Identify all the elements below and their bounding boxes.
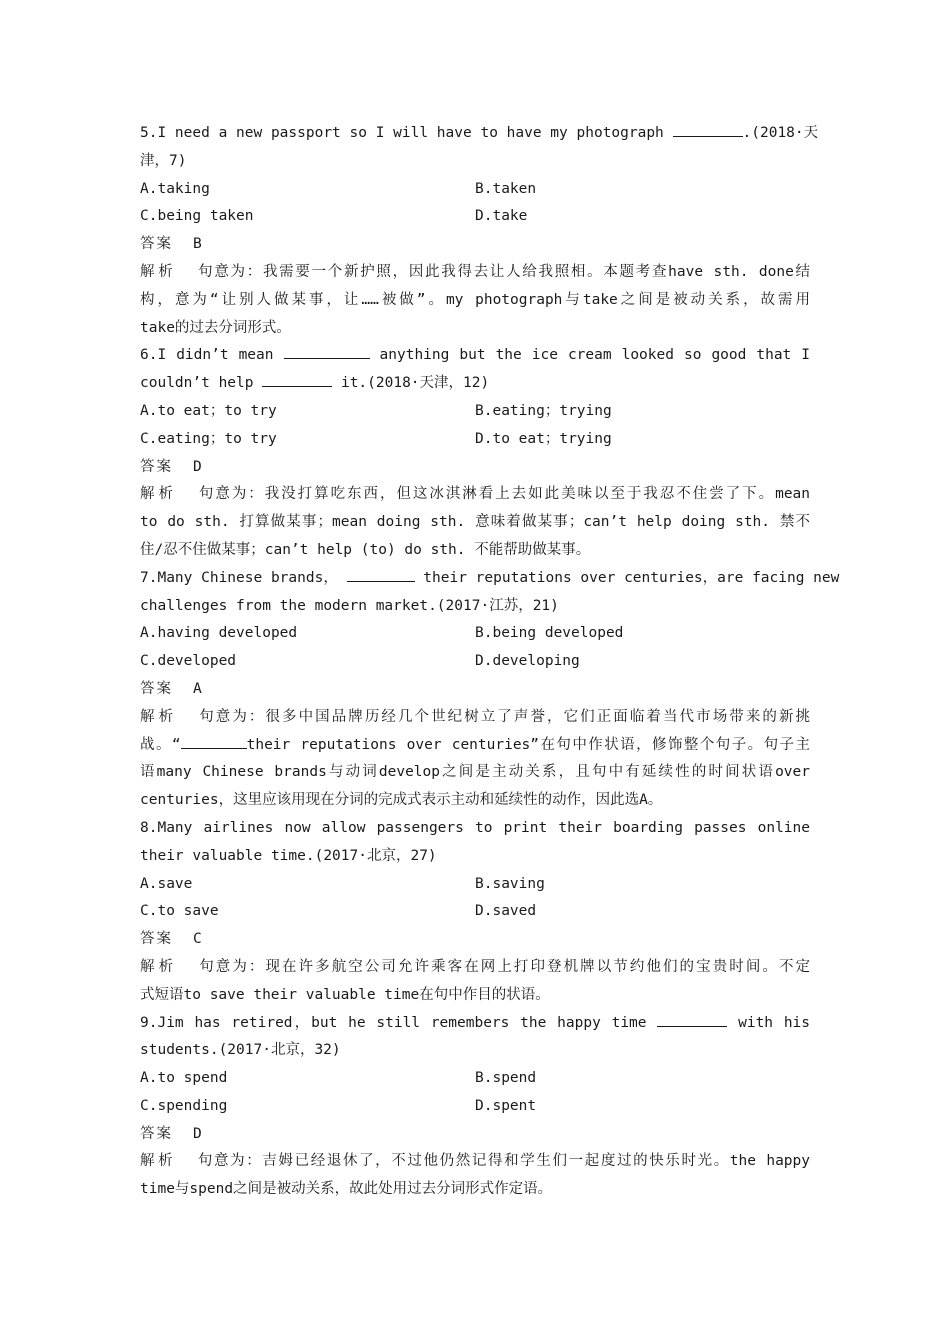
option-a: A.to eat；to try xyxy=(140,402,277,419)
answer-label: 答案 xyxy=(140,680,173,697)
question-8-analysis-line-2: 式短语to save their valuable time在句中作目的状语。 xyxy=(140,986,550,1003)
question-5-answer xyxy=(140,231,810,259)
question-8-stem-line-1: 8.Many airlines now allow passengers to print their boarding passes online xyxy=(140,819,810,836)
question-9-options xyxy=(140,1065,810,1093)
option-a: A.taking xyxy=(140,180,210,197)
question-5-analysis-line-1 xyxy=(140,259,810,287)
question-7-stem-line-1 xyxy=(140,565,840,593)
question-6-options-row-2 xyxy=(140,426,810,454)
analysis-text: 句意为：我需要一个新护照，因此我得去让人给我照相。本题考查have sth. done结 xyxy=(196,263,811,280)
question-list xyxy=(140,120,840,1204)
question-9-answer xyxy=(140,1121,810,1149)
question-7-stem-text: 7.Many Chinese brands， xyxy=(140,569,338,586)
question-5-source: .(2018·天 xyxy=(742,125,819,141)
answer-blank xyxy=(673,122,743,137)
question-6-options xyxy=(140,398,810,426)
question-5-analysis-line-3: take的过去分词形式。 xyxy=(140,319,291,336)
question-7-analysis-line-1 xyxy=(140,704,810,732)
analysis-label: 解析 xyxy=(140,263,177,280)
answer-label: 答案 xyxy=(140,1125,173,1142)
question-7-analysis-line-4: centuries，这里应该用现在分词的完成式表示主动和延续性的动作，因此选A。 xyxy=(140,792,663,809)
analysis-label: 解析 xyxy=(140,958,178,975)
option-c: C.eating；to try xyxy=(140,430,277,447)
option-b: B.spend xyxy=(475,1070,537,1087)
question-7-stem-text-cont: their reputations over centuries，are facing new xyxy=(423,569,840,586)
question-8-options xyxy=(140,871,810,899)
answer-label: 答案 xyxy=(140,931,173,948)
question-9-stem-line-1 xyxy=(140,1010,810,1038)
question-6-stem-line-2 xyxy=(140,370,810,398)
question-6-stem-text: 6.I didn’t mean xyxy=(140,347,274,364)
answer-label: 答案 xyxy=(140,458,173,475)
question-6-stem-text-2: couldn’t help xyxy=(140,375,254,392)
question-5-options xyxy=(140,176,810,204)
answer-blank xyxy=(284,344,370,359)
option-d: D.saved xyxy=(475,903,537,920)
question-9-stem-text: 9.Jim has retired，but he still remembers the happy time xyxy=(140,1014,647,1031)
question-9-stem-text-cont: with his xyxy=(738,1014,811,1031)
option-b: B.saving xyxy=(475,875,545,892)
question-7-options xyxy=(140,620,810,648)
option-d: D.to eat；trying xyxy=(475,430,612,447)
question-9-options-row-2 xyxy=(140,1093,810,1121)
analysis-text: 句意为：吉姆已经退休了，不过他仍然记得和学生们一起度过的快乐时光。the happy xyxy=(196,1153,810,1170)
question-6-stem-text-cont: anything but the ice cream looked so good that I xyxy=(379,347,811,364)
question-6-analysis-line-2: to do sth. 打算做某事；mean doing sth. 意味着做某事；can’t help doing sth. 禁不 xyxy=(140,514,810,531)
option-d: D.spent xyxy=(475,1097,537,1114)
answer-label: 答案 xyxy=(140,236,173,253)
question-7-stem-line-2: challenges from the modern market.(2017·江苏，21) xyxy=(140,597,559,614)
question-8-answer xyxy=(140,926,810,954)
option-c: C.spending xyxy=(140,1097,228,1114)
question-6-answer xyxy=(140,454,810,482)
analysis-text: 战。“ xyxy=(140,736,181,753)
analysis-label: 解析 xyxy=(140,1153,177,1170)
option-d: D.take xyxy=(475,208,528,225)
option-a: A.to spend xyxy=(140,1070,228,1087)
question-8-options-row-2 xyxy=(140,898,810,926)
answer-value: D xyxy=(193,458,202,475)
option-b: B.being developed xyxy=(475,625,624,642)
option-c: C.to save xyxy=(140,903,219,920)
question-6-stem-line-1 xyxy=(140,342,810,370)
answer-value: A xyxy=(193,680,202,697)
question-7-options-row-2 xyxy=(140,648,810,676)
answer-blank xyxy=(262,372,332,387)
answer-blank xyxy=(657,1012,727,1027)
option-a: A.having developed xyxy=(140,625,298,642)
analysis-text: 句意为：现在许多航空公司允许乘客在网上打印登机牌以节约他们的宝贵时间。不定 xyxy=(197,958,811,975)
question-9-analysis-line-2: time与spend之间是被动关系，故此处用过去分词形式作定语。 xyxy=(140,1181,553,1198)
option-d: D.developing xyxy=(475,653,580,670)
answer-value: B xyxy=(193,236,202,253)
question-5-stem-text: 5.I need a new passport so I will have to have my photograph xyxy=(140,125,664,141)
question-9-stem-line-2: students.(2017·北京，32) xyxy=(140,1042,341,1059)
answer-value: C xyxy=(193,931,202,948)
analysis-label: 解析 xyxy=(140,486,177,503)
question-5-analysis-line-2: 构，意为“让别人做某事，让……被做”。my photograph与take之间是被动关系，故需用 xyxy=(140,291,810,308)
question-8-analysis-line-1 xyxy=(140,954,810,982)
option-b: B.eating；trying xyxy=(475,402,612,419)
answer-value: D xyxy=(193,1125,202,1142)
option-b: B.taken xyxy=(475,180,537,197)
answer-blank xyxy=(181,734,247,749)
question-6-analysis-line-3: 住/忍不住做某事；can’t help (to) do sth. 不能帮助做某事。 xyxy=(140,541,591,558)
analysis-text: 句意为：我没打算吃东西，但这冰淇淋看上去如此美味以至于我忍不住尝了下。mean xyxy=(196,486,811,503)
question-5-options-row-2 xyxy=(140,203,810,231)
option-c: C.developed xyxy=(140,653,237,670)
question-5-stem-line-1 xyxy=(140,120,819,148)
question-6-source: it.(2018·天津，12) xyxy=(340,375,490,392)
answer-blank xyxy=(347,567,415,582)
question-7-answer xyxy=(140,676,810,704)
question-7-analysis-line-2 xyxy=(140,732,810,760)
option-c: C.being taken xyxy=(140,208,254,225)
question-9-analysis-line-1 xyxy=(140,1148,810,1176)
option-a: A.save xyxy=(140,875,193,892)
question-5-stem-line-2: 津，7) xyxy=(140,152,187,169)
question-6-analysis-line-1 xyxy=(140,481,810,509)
question-8-stem-line-2: their valuable time.(2017·北京，27) xyxy=(140,847,437,864)
analysis-text-cont: their reputations over centuries”在句中作状语，修饰整个句子。句子主 xyxy=(246,736,810,753)
analysis-label: 解析 xyxy=(140,708,178,725)
analysis-text: 句意为：很多中国品牌历经几个世纪树立了声誉，它们正面临着当代市场带来的新挑 xyxy=(197,708,811,725)
question-7-analysis-line-3: 语many Chinese brands与动词develop之间是主动关系，且句中有延续性的时间状语over xyxy=(140,764,810,781)
